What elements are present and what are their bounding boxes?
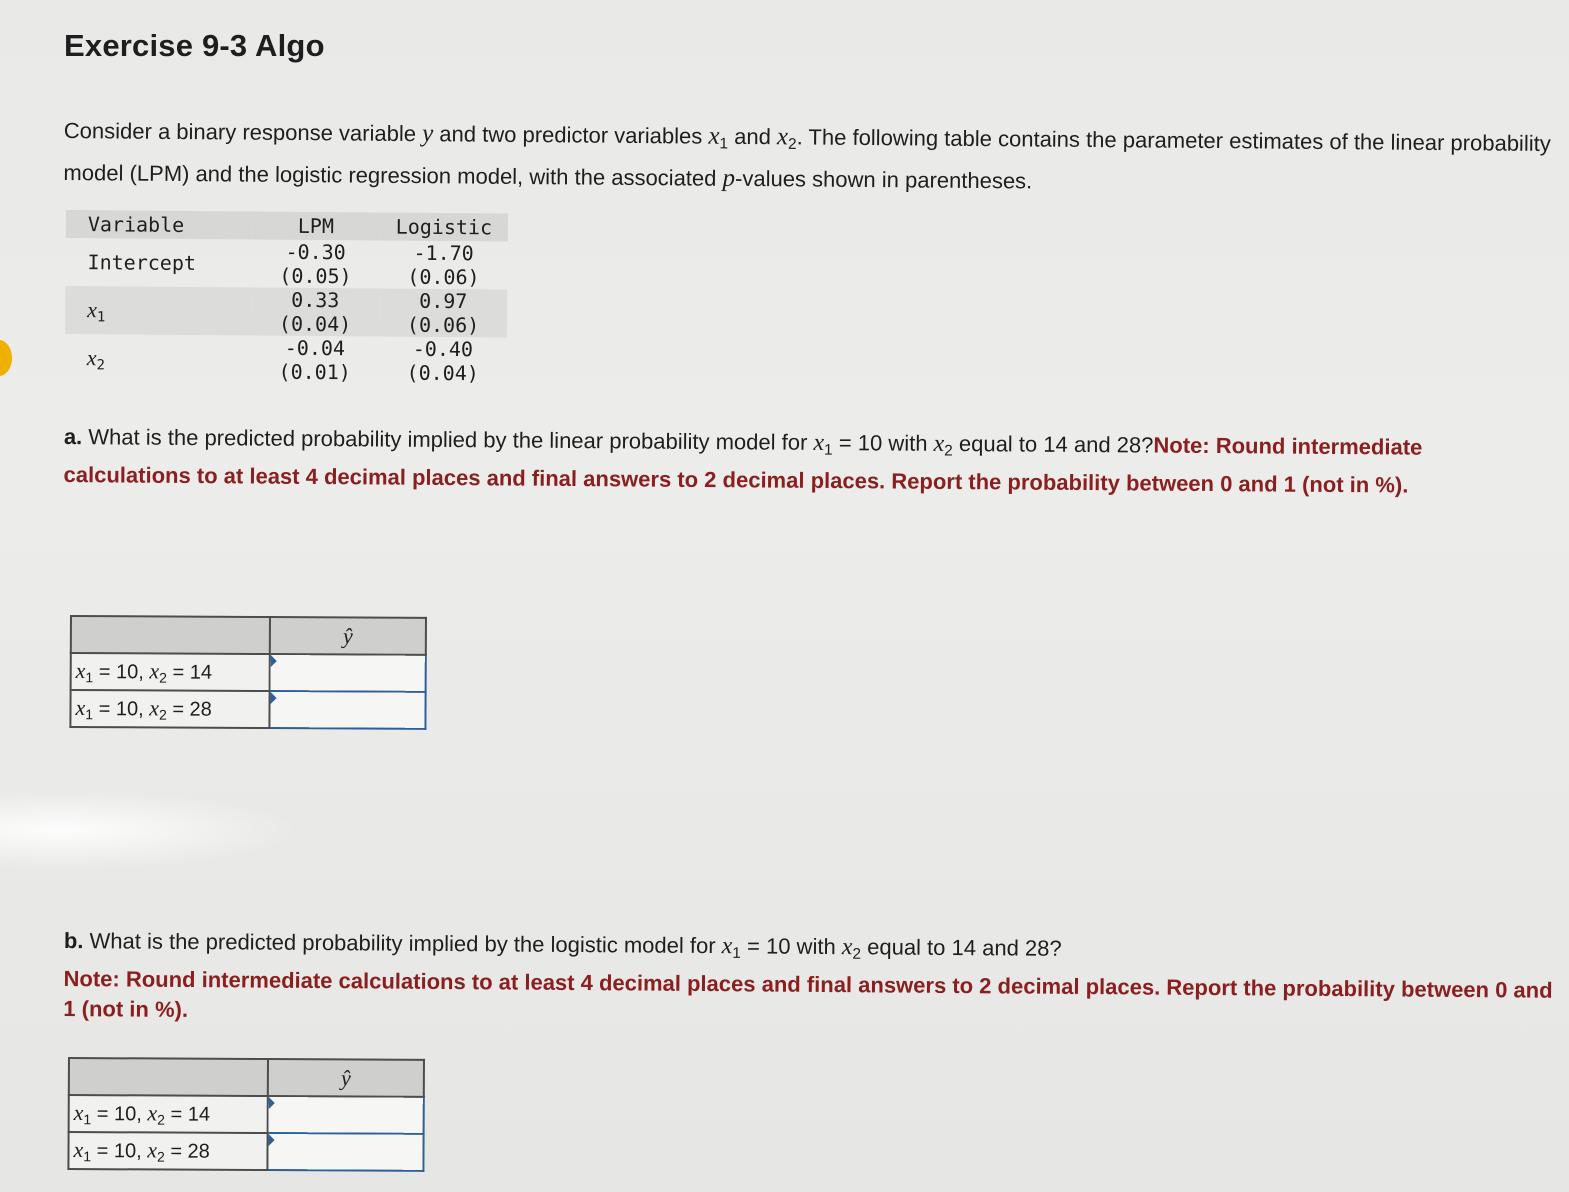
table-row — [65, 238, 507, 289]
answer-header-row — [69, 1058, 424, 1097]
answer-b1-input[interactable] — [270, 1100, 414, 1131]
photo-glare — [0, 790, 300, 870]
answer-a2-input[interactable] — [271, 695, 415, 726]
row-x2-label: $x_2$ — [86, 345, 106, 374]
answer-input-cell[interactable] — [269, 691, 425, 729]
answer-row-label: $x_1 = 10$, $x_2 = 14$ — [69, 1095, 268, 1133]
answer-row-label: $x_1 = 10$, $x_2 = 28$ — [68, 1132, 267, 1170]
answer-header-blank — [71, 616, 270, 654]
answer-header-blank — [69, 1058, 268, 1096]
cell-logistic: -1.70 (0.06) — [407, 240, 480, 290]
answer-table-a — [69, 615, 427, 730]
table-row — [65, 334, 507, 385]
cell-logistic: 0.97 (0.06) — [379, 288, 507, 337]
cell-lpm: -0.04 (0.01) — [278, 335, 351, 385]
table-row — [65, 286, 507, 337]
cell-logistic: -0.40 (0.04) — [406, 336, 479, 386]
answer-row-1 — [71, 653, 426, 692]
header-logistic: Logistic — [380, 212, 508, 241]
row-x1-label: $x_1$ — [65, 286, 251, 335]
answer-row-label: $x_1 = 10$, $x_2 = 28$ — [70, 690, 269, 728]
answer-a1-input[interactable] — [272, 658, 416, 689]
answer-header-row — [71, 616, 426, 655]
note-b: Note: Round intermediate calculations to at least 4 decimal places and final answers to 2 decimal places. Report the probability between 0 and 1 (not in %). — [63, 965, 1553, 1022]
answer-row-2 — [70, 690, 425, 729]
problem-intro: Consider a binary response variable y and two predictor variables $x_1$ and $x_2$. The following table contains the parameter estimates of the linear probability model (LPM) and the logistic regression model, with the associated p-values shown in parentheses. — [63, 117, 1551, 194]
answer-row-label: $x_1 = 10$, $x_2 = 14$ — [71, 653, 270, 691]
table-header-row — [66, 210, 508, 241]
answer-input-cell[interactable] — [267, 1133, 423, 1171]
edge-marker — [0, 340, 12, 376]
answer-row-1 — [69, 1095, 424, 1134]
answer-table-b — [67, 1057, 425, 1172]
cell-lpm: 0.33 (0.04) — [251, 287, 379, 336]
parameter-estimates-table — [65, 210, 508, 385]
page-title: Exercise 9-3 Algo — [64, 28, 325, 63]
cell-lpm: -0.30 (0.05) — [279, 239, 352, 289]
question-a: a. What is the predicted probability implied by the linear probability model for $x_1 = 10$ with $x_2$ equal to 14 and 28?Note: Round intermediate calculations to at least 4 decimal places and final answers to 2 decimal places. Report the probability between 0 and 1 (not in %). — [63, 423, 1423, 498]
answer-row-2 — [68, 1132, 423, 1171]
answer-input-cell[interactable] — [270, 654, 426, 692]
y-hat-header: ŷ — [270, 617, 426, 655]
answer-b2-input[interactable] — [269, 1137, 413, 1168]
header-lpm: LPM — [252, 211, 380, 240]
row-intercept-label: Intercept — [87, 250, 197, 276]
note-a: Note: Round intermediate calculations to at least 4 decimal places and final answers to 2 decimal places. Report the probability between 0 and 1 (not in %). — [63, 432, 1423, 498]
question-b: b. What is the predicted probability implied by the logistic model for $x_1 = 10$ with $x_2$ equal to 14 and 28? Note: Round intermediate calculations to at least 4 decimal places and final answers to 2 decimal places. Report the probability between 0 and 1 (not in %). — [63, 927, 1553, 1022]
header-variable: Variable — [66, 210, 252, 239]
answer-input-cell[interactable] — [268, 1096, 424, 1134]
y-hat-header: ŷ — [268, 1059, 424, 1097]
